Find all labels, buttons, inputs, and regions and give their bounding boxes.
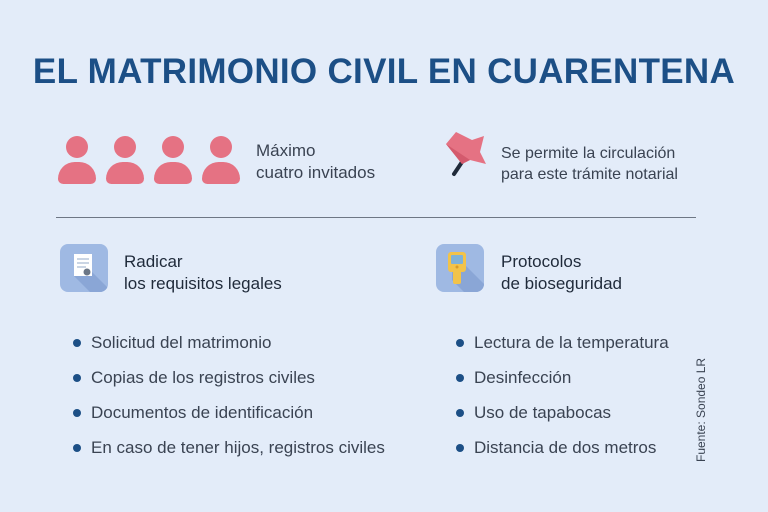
guests-line-1: Máximo [256,141,316,160]
list-item: Desinfección [456,368,669,403]
guests-text [256,140,375,184]
legal-section-title [124,251,282,295]
document-icon [60,244,108,292]
page-title: EL MATRIMONIO CIVIL EN CUARENTENA [32,52,736,91]
biosafety-protocols-list [456,333,669,473]
person-icon [106,136,144,186]
list-item: Copias de los registros civiles [73,368,385,403]
list-item: En caso de tener hijos, registros civiles [73,438,385,473]
list-item: Solicitud del matrimonio [73,333,385,368]
source-note: Fuente: Sondeo LR [694,357,708,462]
circulation-line-1: Se permite la circulación [501,145,676,162]
list-item: Distancia de dos metros [456,438,669,473]
circulation-line-2: para este trámite notarial [501,166,678,183]
circulation-text [501,143,678,185]
biosafety-section-title [501,251,622,295]
list-item: Lectura de la temperatura [456,333,669,368]
person-icon [202,136,240,186]
list-item: Uso de tapabocas [456,403,669,438]
divider [56,217,696,218]
legal-title-line-2: los requisitos legales [124,274,282,293]
biosafety-title-line-1: Protocolos [501,252,582,271]
flag-icon [440,128,492,184]
thermometer-icon [436,244,484,292]
person-icon [58,136,96,186]
guests-icon-group [58,136,240,186]
guests-line-2: cuatro invitados [256,163,376,182]
legal-requirements-list [73,333,385,473]
biosafety-title-line-2: de bioseguridad [501,274,622,293]
person-icon [154,136,192,186]
legal-title-line-1: Radicar [124,252,183,271]
list-item: Documentos de identificación [73,403,385,438]
